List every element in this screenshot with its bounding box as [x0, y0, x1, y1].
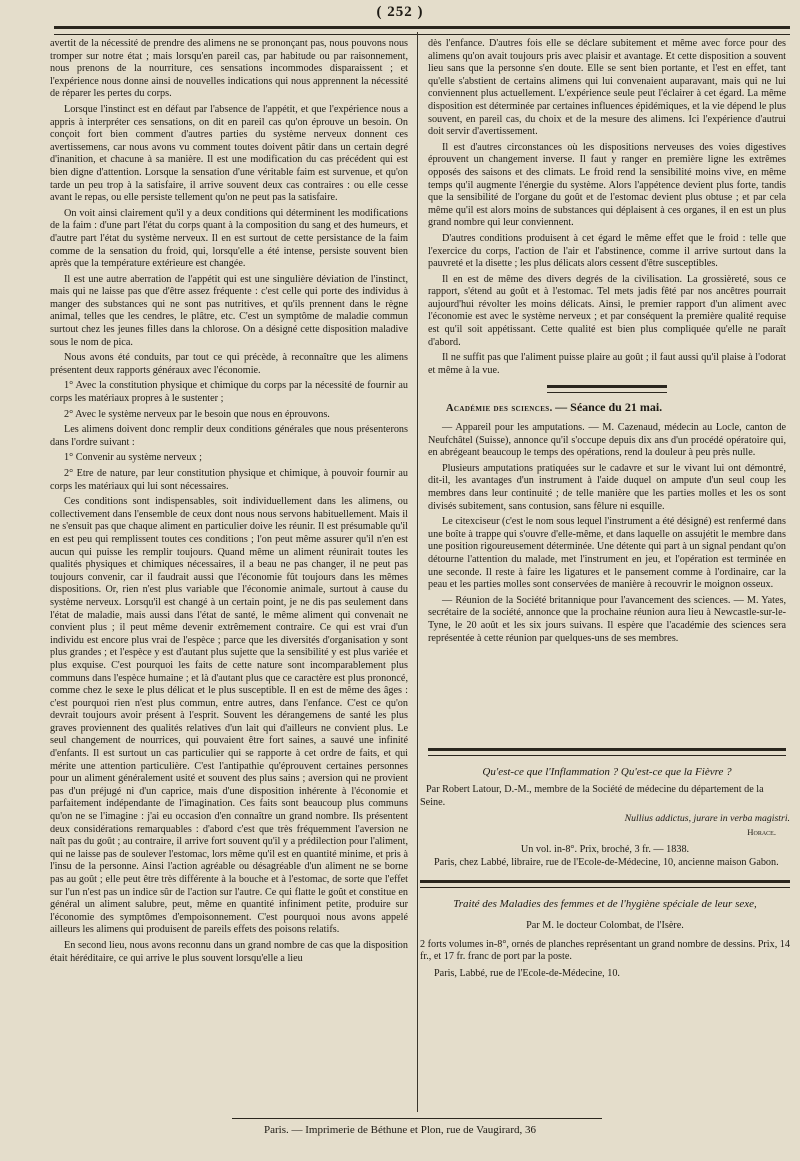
paragraph: Lorsque l'instinct est en défaut par l'absence de l'appétit, et que l'expérience nous a appris à interpréter ces sensations, on dit en pareil cas qu'on éprouve un besoin. On conçoit fort bien comment d'autres parties du système nerveux donnent ces avertissemens, car nous avons vu comment toutes doivent pâtir dans un certain degré d'inanition, et chacune à sa manière. Il est une modification du cas précédent qui est bien digne d'attention. Lorsque la sensation d'une véritable faim est survenue, et qu'on tarde un peu trop à la satisfaire, il arrive souvent deux cas contraires : ou elle cesse avant le repas, ou elle persiste tellement qu'on ne peut pas la satisfaire.	[50, 103, 408, 204]
left-column	[50, 38, 408, 1096]
book1-details	[420, 784, 790, 981]
paragraph: Il en est de même des divers degrés de la civilisation. La grossièreté, sous ce rapport, s'étend au goût et à l'estomac. Tel mets jadis fêté par nos ancêtres pourrait aujourd'hui révolter les moins délicats. Ainsi, le premier rapport d'un aliment avec l'économie est avec le système nerveux ; et par conséquent la première qualité requise est qu'il soit appétissant. Cette qualité est bien plus compliquée qu'elle ne paraît d'abord.	[428, 273, 786, 348]
paragraph: Il est une autre aberration de l'appétit qui est une singulière déviation de l'instinct, mais qui ne laisse pas que d'être assez fréquente : c'est celle qui porte des individus à manger des substances qui ne sont pas nutritives, et qu'ils prennent dans le règne animal, telles que les cendres, le plâtre, etc. C'est un symptôme de maladie commun surtout chez les jeunes filles dans la chlorose. On a désigné cette disposition maladive sous le nom de pica.	[50, 273, 408, 348]
paragraph: On voit ainsi clairement qu'il y a deux conditions qui déterminent les modifications de la faim : d'une part l'état du corps quant à la composition du sang et des humeurs, et d'autre part l'état du système nerveux. Il en est surtout de cette persistance de la faim comme de la sensation du froid, qui, lorsqu'elle a été intense, persiste souvent bien après que la température extérieure est changée.	[50, 207, 408, 270]
paragraph: 2° Avec le système nerveux par le besoin que nous en éprouvons.	[64, 408, 330, 420]
book1-price: Un vol. in-8°. Prix, broché, 3 fr. — 1838.	[520, 844, 690, 856]
section-separator	[428, 748, 786, 756]
paragraph: Il est d'autres circonstances où les dispositions nerveuses des voies digestives éprouvent un changement inverse. Il faut y ranger en première ligne les extrêmes opposés des saisons et des climats. Le froid rend la sensibilité moins vive, en même temps qu'il augmente l'énergie du système. Alors l'appétence devient plus forte, tandis que la sensibilité de l'organe du goût et de l'estomac devient plus obtuse ; et par cela même qu'il est alors moins de substances qui déplaisent à ces organes, il en est un plus grand nombre qui leur conviennent.	[428, 141, 786, 229]
book1-publisher: Paris, chez Labbé, libraire, rue de l'Ecole-de-Médecine, 10, ancienne maison Gabon.	[434, 856, 779, 868]
book1-motto: Nullius addictus, jurare in verba magistri.	[624, 813, 790, 825]
footer-rule	[232, 1118, 602, 1119]
paragraph: En second lieu, nous avons reconnu dans un grand nombre de cas que la disposition était héréditaire, ce qui arrive le plus souvent lorsqu'elle a lieu	[50, 939, 408, 964]
paragraph: 2° Etre de nature, par leur constitution physique et chimique, à pouvoir fournir au corps les matériaux qui lui sont nécessaires.	[50, 468, 408, 492]
paragraph: avertit de la nécessité de prendre des alimens ne se prononçant pas, nous pouvons nous tromper sur notre état ; mais lorsqu'en pareil cas, par habitude ou par raisonnement, nous prenons de la nourriture, ces sensations incommodes disparaissent ; et l'expérience nous donne ainsi de nouvelles indications qui nous apprennent la nécessité de réparer les pertes du corps.	[50, 38, 408, 100]
book-notices	[428, 736, 786, 788]
paragraph: Plusieurs amputations pratiquées sur le cadavre et sur le vivant lui ont démontré, dit-il, les avantages d'un instrument à l'aide duquel on ampute d'un seul coup les membres dans leur continuité ; de telle manière que les parties molles et les os sont divisés subitement, sans contusion, sans fêlure ni esquille.	[428, 462, 786, 512]
paragraph: dès l'enfance. D'autres fois elle se déclare subitement et même avec force pour des alimens qu'on avait toujours pris avec plaisir et avantage. Et cette disposition a souvent lieu sans que la personne s'en doute. Elle se sent bien portante, et l'est en effet, tant qu'elle s'abstient de certains alimens qui lui convenaient auparavant, mais qui ne lui conviennent plus actuellement. L'expérience seule peut l'éclairer à cet égard. La même disposition est déterminée par certaines influences épidémiques, et la vie dépend le plus souvent, en pareil cas, du choix et de la mesure des alimens. Ici l'expérience d'autrui doit servir d'avertissement.	[428, 38, 786, 138]
top-rule	[54, 26, 790, 35]
academie-label: Académie des sciences.	[446, 403, 553, 415]
book2-details: 2 forts volumes in-8°, ornés de planches représentant un grand nombre de dessins. Prix, 14 fr., et 17 fr. franc de port par la poste.	[420, 938, 790, 963]
paragraph: — Appareil pour les amputations. — M. Cazenaud, médecin au Locle, canton de Neufchâtel (Suisse), annonce qu'il s'occupe depuis dix ans d'un procédé opératoire qui, en abrégeant beaucoup le temps des opérations, rend la douleur à peu près nulle.	[428, 422, 786, 459]
academie-date: — Séance du 21 mai.	[555, 400, 663, 415]
printer-footer: Paris. — Imprimerie de Béthune et Plon, rue de Vaugirard, 36	[264, 1124, 536, 1136]
book1-title: Qu'est-ce que l'Inflammation ? Qu'est-ce que la Fièvre ?	[482, 766, 732, 778]
paragraph: Le citexciseur (c'est le nom sous lequel l'instrument a été désigné) est renfermé dans une boîte à trappe qui s'ouvre d'elle-même, et dans laquelle on assujétit le membre dans une position rigoureusement déterminée. Une détente qui part à un signal pendant qu'on détourne l'attention du malade, met l'instrument en jeu, et l'opération est terminée en une seconde. Il reste à faire les ligatures et le pansement comme à l'ordinaire, car la peau et les parties molles sont conservées de manière à recouvrir le moignon osseux.	[428, 516, 786, 591]
paragraph: Nous avons été conduits, par tout ce qui précède, à reconnaître que les alimens présentent deux rapports généraux avec l'économie.	[50, 352, 408, 376]
page-number: ( 252 )	[376, 4, 424, 20]
paragraph: 1° Avec la constitution physique et chimique du corps par la nécessité de fournir au corps les matériaux propres à le sustenter ;	[50, 380, 408, 405]
paragraph: 1° Convenir au système nerveux ;	[64, 452, 202, 464]
paragraph: Les alimens doivent donc remplir deux conditions générales que nous présenterons dans l'ordre suivant :	[50, 424, 408, 448]
book1-author: Par Robert Latour, D.-M., membre de la Société de médecine du département de la Seine.	[420, 784, 764, 808]
book1-motto-attr: Horace.	[747, 826, 776, 837]
section-separator	[547, 385, 667, 393]
book2-title: Traité des Maladies des femmes et de l'hygiène spéciale de leur sexe,	[453, 897, 757, 910]
paragraph: Ces conditions sont indispensables, soit individuellement dans les alimens, ou collectivement dans l'ensemble de ceux dont nous nous servons habituellement. Mais il ne s'ensuit pas que chaque aliment en particulier doive les réunir. Il est présumable qu'il en est peu qui remplissent toutes ces conditions ; l'on peut même assurer qu'il n'en est aucun qui puisse les remplir toujours. Quand même un aliment réunirait toutes les qualités physiques et chimiques nécessaires, il a beau ne pas changer, il ne peut pas toujours convenir, car il faudrait aussi que l'économie fût toujours dans les mêmes dispositions. Or, rien n'est plus variable que l'économie animale, surtout à cause du système nerveux. Lorsqu'il est changé à un certain point, je ne dis pas seulement dans l'état de maladie, mais aussi dans l'état de santé, le même aliment qui convenait ne convient plus ; il peut même devenir extrêmement contraire. Ce qui est vrai d'un individu est encore plus vrai de l'espèce ; parce que les diversités d'organisation y sont plus grandes ; et l'espèce y est d'autant plus sujette que la sensibilité y est plus variée et plus exquise. C'est pourquoi les faits de cette nature sont incomparablement plus communs dans l'espèce humaine ; et là d'autant plus que ce caractère est plus prononcé, comme chez le sexe le plus délicat et le plus susceptible. Il en est de même des âges : c'est pourquoi rien n'est plus commun, entre autres, dans l'enfance. C'est ce qu'on devrait toujours avoir présent à l'esprit. Souvent les dérangemens de santé les plus graves proviennent des qualités relatives d'un lait qui d'ailleurs ne convient plus. Le seul changement de nourrices, qui pouvaient être fort saines, a sauvé une infinité d'enfants. Il est surtout un cas particulier qui se rapporte à cet ordre de faits, et qui mérite une attention particulière. C'est l'antipathie qu'éprouvent certaines personnes pour un aliment généralement usité et souvent des plus sains ; aversion qui ne provient pas d'un préjugé ni d'un caprice, mais d'une disposition inhérente à l'économie et parfaitement indépendante de l'imagination. Ces faits sont beaucoup plus communs qu'on ne se l'imagine : j'ai eu occasion d'en connaître un grand nombre. Ils présentent deux considérations remarquables : d'abord c'est que très fréquemment l'aversion ne naît pas du goût ; au contraire, il arrive fort souvent qu'il y a prédilection pour l'aliment, qui ne laisse pas de soulever l'estomac, lors même qu'il est en quantité minime, et pris à l'insu de la personne. Ainsi l'action agréable ou désagréable d'un aliment ne se borne pas au goût ; elle peut être très différente à la bouche et à l'estomac, de sorte que l'effet sur l'un n'est pas un indice sûr de l'action sur l'autre. Ce qui flatte le goût et constitue en général un aliment salubre, peut, même en quantité infiniment petite, produire sur l'économie des symptômes d'empoisonnement. C'est pourquoi nous avons appelé ailleurs les alimens qui produisent de pareils effets des poisons relatifs.	[50, 496, 408, 936]
column-divider	[417, 32, 418, 1112]
book2-publisher: Paris, Labbé, rue de l'Ecole-de-Médecine, 10.	[434, 967, 620, 979]
book2-author: Par M. le docteur Colombat, de l'Isère.	[526, 920, 684, 932]
paragraph: — Réunion de la Société britannique pour l'avancement des sciences. — M. Yates, secrétaire de la société, annonce que la prochaine réunion aura lieu à Newcastle-sur-le-Tyne, le 20 août et les six jours suivans. Il espère que l'académie des sciences sera représentée à cette réunion par quelques-uns de ses membres.	[428, 594, 786, 644]
paragraph: D'autres conditions produisent à cet égard le même effet que le froid : telle que l'exercice du corps, l'action de l'air et l'abstinence, comme il arrive surtout dans la pauvreté et la disette ; les plus délicats alors cessent d'être susceptibles.	[428, 232, 786, 270]
academie-heading	[446, 401, 786, 416]
section-separator	[420, 880, 790, 888]
paragraph: Il ne suffit pas que l'aliment puisse plaire au goût ; il faut aussi qu'il plaise à l'odorat et même à la vue.	[428, 352, 786, 376]
